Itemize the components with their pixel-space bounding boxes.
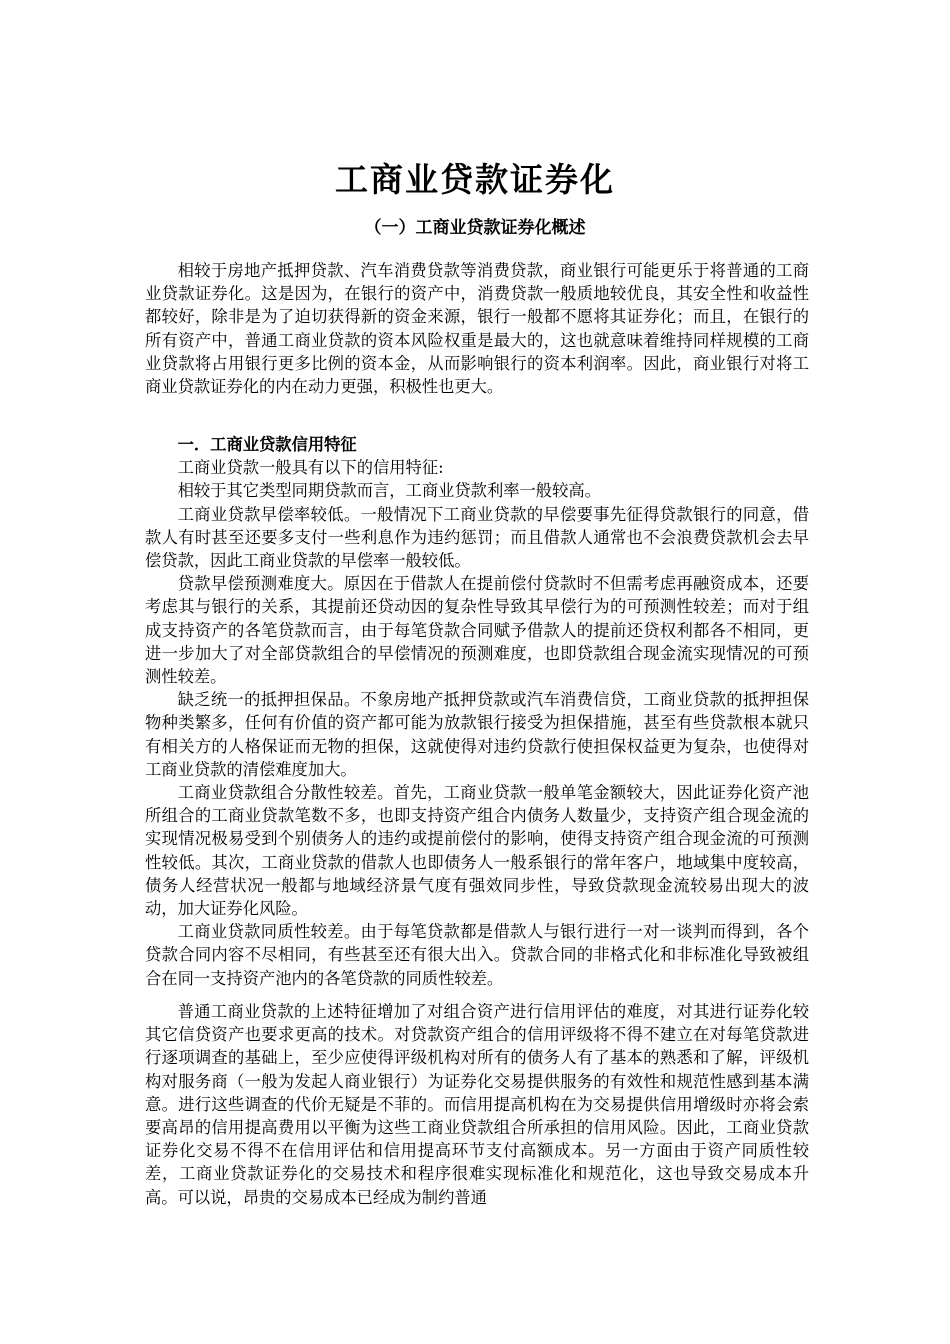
intro-paragraph: 相较于房地产抵押贷款、汽车消费贷款等消费贷款，商业银行可能更乐于将普通的工商业贷款证券化。这是因为，在银行的资产中，消费贷款一般质地较优良，其安全性和收益性都较好，除非是为了迫切获得新的资金来源，银行一般都不愿将其证券化；而且，在银行的所有资产中，普通工商业贷款的资本风险权重是最大的，这也就意味着维持同样规模的工商业贷款将占用银行更多比例的资本金，从而影响银行的资本利润率。因此，商业银行对将工商业贷款证券化的内在动力更强，积极性也更大。 — [145, 261, 809, 397]
paragraph: 相较于其它类型同期贷款而言，工商业贷款利率一般较高。 — [177, 481, 601, 501]
section-heading: 一．工商业贷款信用特征 — [177, 435, 357, 454]
section-subtitle: （一）工商业贷款证券化概述 — [364, 218, 586, 238]
document-title: 工商业贷款证券化 — [335, 160, 615, 199]
paragraph: 工商业贷款早偿率较低。一般情况下工商业贷款的早偿要事先征得贷款银行的同意，借款人有时甚至还要多支付一些利息作为违约惩罚；而且借款人通常也不会浪费贷款机会去早偿贷款，因此工商业贷款的早偿率一般较低。 — [145, 504, 809, 571]
intro-block — [145, 259, 809, 398]
closing-paragraph: 普通工商业贷款的上述特征增加了对组合资产进行信用评估的难度，对其进行证券化较其它信贷资产也要求更高的技术。对贷款资产组合的信用评级将不得不建立在对每笔贷款进行逐项调查的基础上，至少应使得评级机构对所有的债务人有了基本的熟悉和了解，评级机构对服务商（一般为发起人商业银行）为证券化交易提供服务的有效性和规范性感到基本满意。进行这些调查的代价无疑是不菲的。而信用提高机构在为交易提供信用增级时亦将会索要高昂的信用提高费用以平衡为这些工商业贷款组合所承担的信用风险。因此，工商业贷款证券化交易不得不在信用评估和信用提高环节支付高额成本。另一方面由于资产同质性较差，工商业贷款证券化的交易技术和程序很难实现标准化和规范化，这也导致交易成本升高。可以说，昂贵的交易成本已经成为制约普通 — [145, 1002, 809, 1207]
paragraph: 工商业贷款同质性较差。由于每笔贷款都是借款人与银行进行一对一谈判而得到，各个贷款合同内容不尽相同，有些甚至还有很大出入。贷款合同的非格式化和非标准化导致被组合在同一支持资产池内的各笔贷款的同质性较差。 — [145, 922, 809, 988]
credit-features-section — [145, 433, 809, 990]
closing-block — [145, 1000, 809, 1209]
paragraph: 工商业贷款组合分散性较差。首先，工商业贷款一般单笔金额较大，因此证券化资产池所组合的工商业贷款笔数不多，也即支持资产组合内债务人数量少，支持资产组合现金流的实现情况极易受到个别债务人的违约或提前偿付的影响，使得支持资产组合现金流的可预测性较低。其次，工商业贷款的借款人也即债务人一般系银行的常年客户，地域集中度较高，债务人经营状况一般都与地域经济景气度有强效同步性，导致贷款现金流较易出现大的波动，加大证券化风险。 — [145, 783, 809, 919]
paragraph: 工商业贷款一般具有以下的信用特征: — [177, 458, 444, 478]
paragraph: 贷款早偿预测难度大。原因在于借款人在提前偿付贷款时不但需考虑再融资成本，还要考虑其与银行的关系，其提前还贷动因的复杂性导致其早偿行为的可预测性较差；而对于组成支持资产的各笔贷款而言，由于每笔贷款合同赋予借款人的提前还贷权利都各不相同，更进一步加大了对全部贷款组合的早偿情况的预测难度，也即贷款组合现金流实现情况的可预测性较差。 — [145, 574, 809, 687]
paragraph: 缺乏统一的抵押担保品。不象房地产抵押贷款或汽车消费信贷，工商业贷款的抵押担保物种类繁多，任何有价值的资产都可能为放款银行接受为担保措施，甚至有些贷款根本就只有相关方的人格保证而无物的担保，这就使得对违约贷款行使担保权益更为复杂，也使得对工商业贷款的清偿难度加大。 — [145, 690, 809, 779]
